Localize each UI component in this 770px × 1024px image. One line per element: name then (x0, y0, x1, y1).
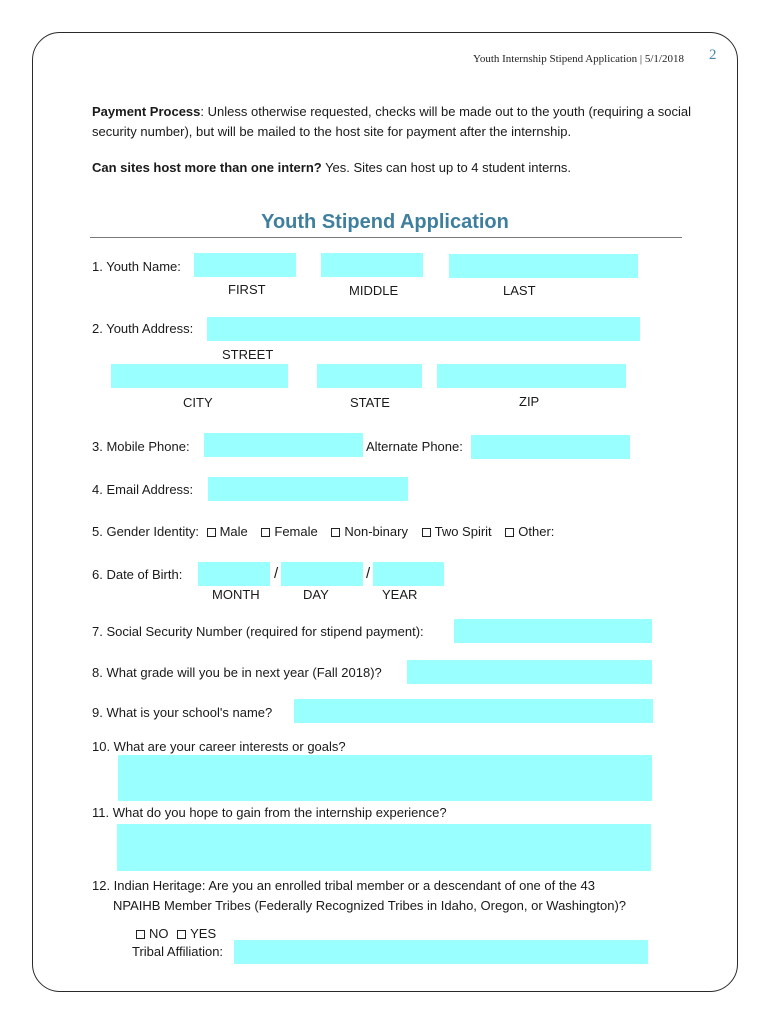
city-field[interactable] (111, 364, 288, 388)
middle-caption: MIDDLE (349, 283, 399, 298)
dob-separator: / (274, 565, 279, 582)
gain-label: 11. What do you hope to gain from the internship experience? (92, 805, 447, 820)
dob-separator: / (366, 565, 371, 582)
dob-month-field[interactable] (198, 562, 270, 586)
first-name-field[interactable] (194, 253, 296, 277)
gender-question (92, 524, 554, 539)
alternate-phone-field[interactable] (471, 435, 630, 459)
middle-name-field[interactable] (321, 253, 423, 277)
state-caption: STATE (350, 395, 390, 410)
form-title: Youth Stipend Application (261, 211, 509, 233)
running-header: Youth Internship Stipend Application | 5/1/2018 (472, 53, 684, 65)
gender-option-other[interactable] (505, 524, 554, 539)
payment-label: Payment Process (92, 104, 201, 119)
tribal-affiliation-label: Tribal Affiliation: (132, 944, 224, 959)
street-caption: STREET (222, 347, 274, 362)
option-label: Male (219, 524, 248, 539)
gain-field[interactable] (117, 824, 651, 871)
address-label: 2. Youth Address: (92, 321, 194, 336)
host-label: Can sites host more than one intern? (92, 160, 322, 175)
heritage-option-no[interactable] (136, 926, 169, 941)
host-paragraph (92, 158, 692, 178)
career-field[interactable] (118, 755, 652, 801)
dob-year-field[interactable] (373, 562, 444, 586)
first-caption: FIRST (228, 282, 266, 297)
career-label: 10. What are your career interests or goals? (92, 739, 346, 754)
option-label: NO (149, 926, 169, 941)
last-caption: LAST (503, 283, 536, 298)
page-number: 2 (709, 47, 717, 63)
gender-option-female[interactable] (261, 524, 317, 539)
checkbox-icon[interactable] (261, 528, 270, 537)
ssn-label: 7. Social Security Number (required for stipend payment): (92, 624, 424, 639)
school-label: 9. What is your school's name? (92, 705, 273, 720)
gender-option-male[interactable] (207, 524, 248, 539)
option-label: Two Spirit (434, 524, 492, 539)
option-label: Non-binary (344, 524, 408, 539)
state-field[interactable] (317, 364, 422, 388)
last-name-field[interactable] (449, 254, 638, 278)
host-text: Yes. Sites can host up to 4 student interns. (321, 160, 572, 175)
street-field[interactable] (207, 317, 640, 341)
heritage-label-line1: 12. Indian Heritage: Are you an enrolled tribal member or a descendant of one of the 43 (92, 878, 595, 893)
option-label: Female (274, 524, 318, 539)
checkbox-icon[interactable] (177, 930, 186, 939)
year-caption: YEAR (382, 587, 418, 602)
gender-label: 5. Gender Identity: (92, 524, 199, 539)
day-caption: DAY (303, 587, 329, 602)
checkbox-icon[interactable] (207, 528, 216, 537)
email-label: 4. Email Address: (92, 482, 194, 497)
dob-label: 6. Date of Birth: (92, 567, 183, 582)
heritage-label-line2: NPAIHB Member Tribes (Federally Recognized Tribes in Idaho, Oregon, or Washington)? (113, 898, 627, 913)
ssn-field[interactable] (454, 619, 652, 643)
checkbox-icon[interactable] (136, 930, 145, 939)
gender-option-nonbinary[interactable] (331, 524, 408, 539)
city-caption: CITY (183, 395, 213, 410)
zip-field[interactable] (437, 364, 626, 388)
option-label: Other: (518, 524, 555, 539)
payment-text: : Unless otherwise requested, checks will be made out to the youth (requiring a social security number), but will be mailed to the host site for payment after the internship. (92, 104, 692, 139)
checkbox-icon[interactable] (422, 528, 431, 537)
checkbox-icon[interactable] (505, 528, 514, 537)
heritage-options (136, 926, 216, 941)
heritage-option-yes[interactable] (177, 926, 216, 941)
payment-paragraph (92, 102, 692, 142)
school-field[interactable] (294, 699, 653, 723)
mobile-phone-field[interactable] (204, 433, 363, 457)
zip-caption: ZIP (519, 394, 540, 409)
checkbox-icon[interactable] (331, 528, 340, 537)
gender-option-two-spirit[interactable] (422, 524, 492, 539)
grade-label: 8. What grade will you be in next year (Fall 2018)? (92, 665, 382, 680)
tribal-affiliation-field[interactable] (234, 940, 648, 964)
alternate-phone-label: Alternate Phone: (366, 439, 463, 454)
youth-name-label: 1. Youth Name: (92, 259, 181, 274)
month-caption: MONTH (212, 587, 260, 602)
mobile-phone-label: 3. Mobile Phone: (92, 439, 190, 454)
dob-day-field[interactable] (281, 562, 363, 586)
title-divider (90, 237, 682, 238)
option-label: YES (190, 926, 217, 941)
grade-field[interactable] (407, 660, 652, 684)
email-field[interactable] (208, 477, 408, 501)
